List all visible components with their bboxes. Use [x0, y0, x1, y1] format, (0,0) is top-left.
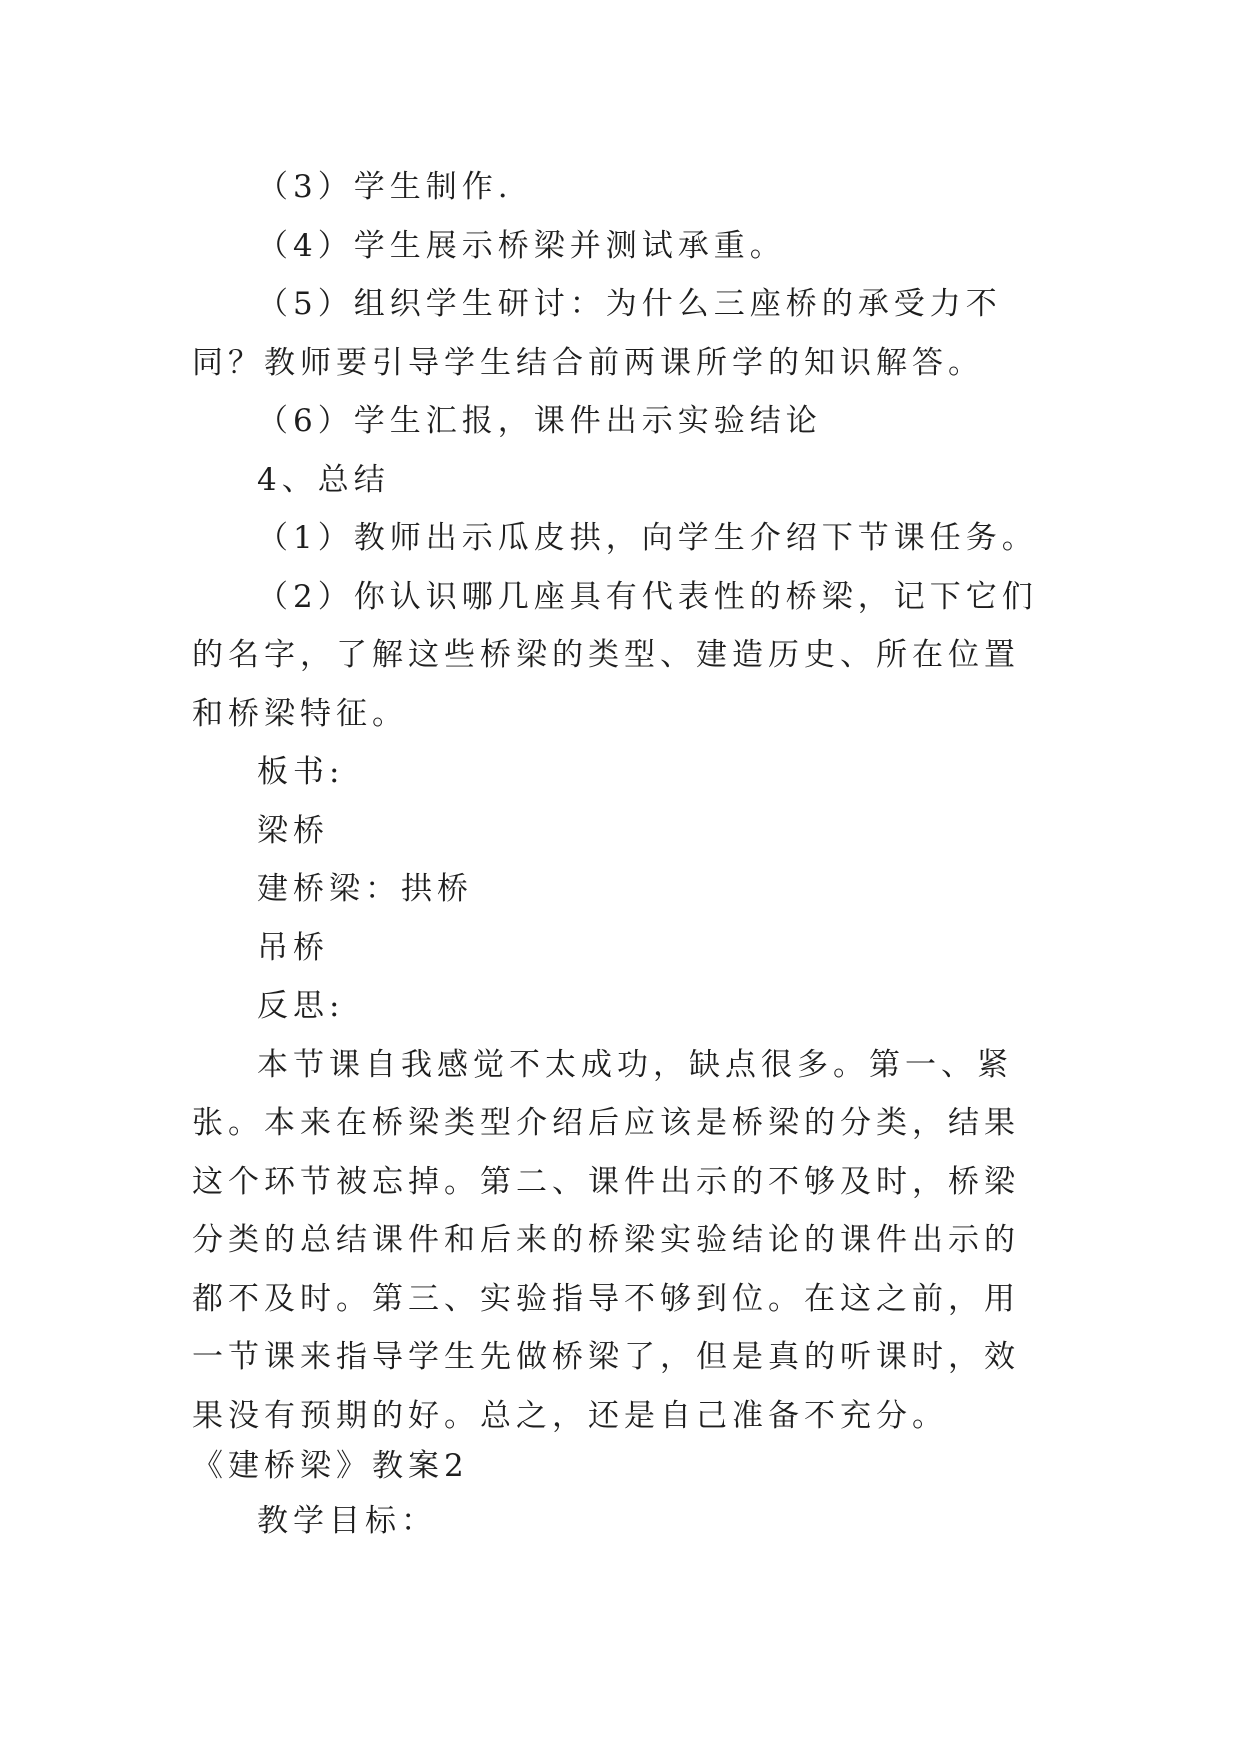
paragraph-step-3: （3）学生制作.	[257, 169, 513, 205]
section-title: 《建桥梁》教案2	[192, 1448, 469, 1484]
paragraph-summary-heading: 4、总结	[257, 461, 390, 498]
paragraph-step-6: （6）学生汇报，课件出示实验结论	[257, 403, 822, 439]
body-text	[192, 158, 1052, 1445]
paragraph-board-label: 板书:	[257, 754, 345, 790]
paragraph-reflection-text: 本节课自我感觉不太成功，缺点很多。第一、紧张。本来在桥梁类型介绍后应该是桥梁的分类，结果这个环节被忘掉。第二、课件出示的不够及时，桥梁分类的总结课件和后来的桥梁实验结论的课件出示的都不及时。第三、实验指导不够到位。在这之前，用一节课来指导学生先做桥梁了，但是真的听课时，效果没有预期的好。总之，还是自己准备不充分。	[192, 1046, 1020, 1434]
paragraph-step-5: （5）组织学生研讨：为什么三座桥的承受力不同？教师要引导学生结合前两课所学的知识解答。	[192, 286, 1002, 381]
paragraph-summary-2: （2）你认识哪几座具有代表性的桥梁，记下它们的名字，了解这些桥梁的类型、建造历史、所在位置和桥梁特征。	[192, 578, 1038, 732]
paragraph-board-beam-bridge: 梁桥	[257, 812, 329, 849]
paragraph-step-4: （4）学生展示桥梁并测试承重。	[257, 227, 786, 264]
paragraph-reflection-label: 反思:	[257, 988, 345, 1024]
paragraph-board-arch-bridge: 建桥梁：拱桥	[257, 871, 473, 907]
section-first-line: 教学目标：	[257, 1503, 437, 1539]
paragraph-board-suspension-bridge: 吊桥	[257, 929, 329, 966]
paragraph-summary-1: （1）教师出示瓜皮拱，向学生介绍下节课任务。	[257, 520, 1038, 556]
